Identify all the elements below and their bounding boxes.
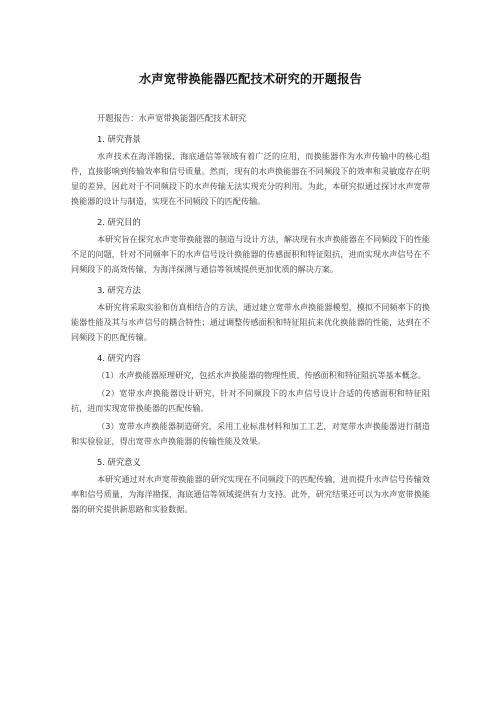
document-intro: 开题报告：水声宽带换能器匹配技术研究 — [97, 113, 247, 123]
section-heading: 3. 研究方法 — [97, 285, 141, 295]
section-1 — [71, 133, 430, 209]
section-paragraph: （3）宽带水声换能器制造研究，采用工业标准材料和加工工艺，对宽带水声换能器进行制造和实验验证，得出宽带水声换能器的传输性能及效果。 — [71, 421, 430, 446]
section-3 — [71, 284, 430, 345]
section-4 — [71, 352, 430, 449]
section-paragraph: 本研究旨在探究水声宽带换能器的制造与设计方法，解决现有水声换能器在不同频段下的性能不足的问题，针对不同频率下的水声信号设计换能器的传感面积和特征阻抗，进而实现水声信号在不同频段下的高效传输，为海洋探测与通信等领域提供更加优质的解决方案。 — [71, 234, 430, 274]
section-paragraph: 本研究通过对水声宽带换能器的研究实现在不同频段下的匹配传输，进而提升水声信号传输效率和信号质量，为海洋勘探、海底通信等领域提供有力支持。此外，研究结果还可以为水声宽带换能器的研究提供新思路和实验数据。 — [71, 474, 430, 514]
document-title: 水声宽带换能器匹配技术研究的开题报告 — [139, 72, 362, 86]
section-heading: 5. 研究意义 — [97, 457, 141, 467]
section-paragraph: 本研究将采取实验和仿真相结合的方法，通过建立宽带水声换能器模型，模拟不同频率下的换能器性能及其与水声信号的耦合特性；通过调整传感面积和特征阻抗来优化换能器的性能，达到在不同频段下的匹配传输。 — [71, 302, 430, 342]
section-paragraph: （1）水声换能器原理研究，包括水声换能器的物理性质、传感面积和特征阻抗等基本概念。 — [97, 370, 426, 380]
section-paragraph: （2）宽带水声换能器设计研究，针对不同频段下的水声信号设计合适的传感面积和特征阻抗，进而实现宽带换能器的匹配传输。 — [71, 388, 430, 413]
section-heading: 2. 研究目的 — [97, 217, 141, 227]
section-heading: 1. 研究背景 — [97, 134, 141, 144]
section-5 — [71, 456, 430, 517]
section-2 — [71, 216, 430, 277]
section-paragraph: 水声技术在海洋勘探、海底通信等领域有着广泛的应用，而换能器作为水声传输中的核心组件，直接影响到传输效率和信号质量。然而，现有的水声换能器在不同频段下的效率和灵敏度存在明显的差异，因此对于不同频段下的水声传输无法实现充分的利用。为此，本研究拟通过探讨水声宽带换能器的设计与制造，实现在不同频段下的匹配传输。 — [71, 151, 430, 206]
section-heading: 4. 研究内容 — [97, 353, 141, 363]
